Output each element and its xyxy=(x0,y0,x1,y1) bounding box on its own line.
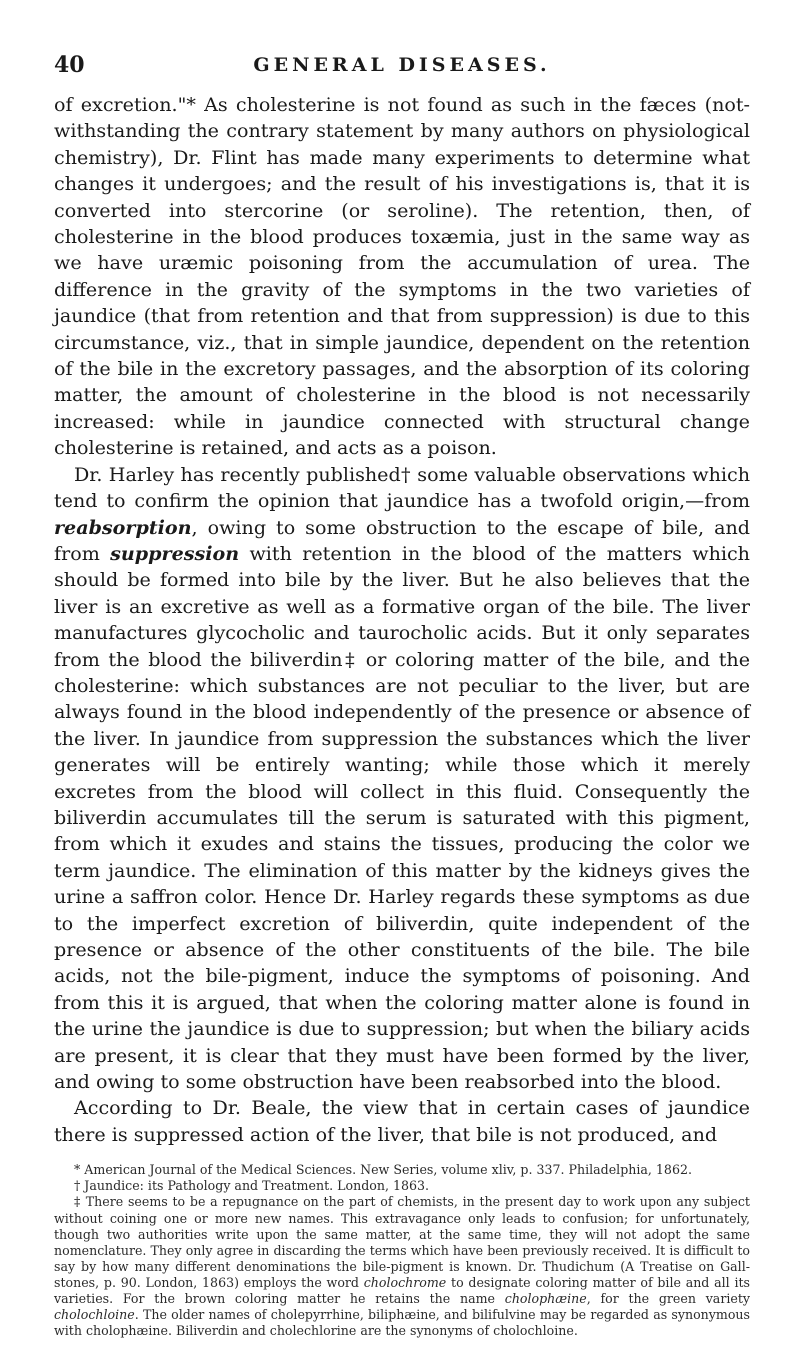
paragraph-2 xyxy=(54,462,750,1096)
paragraph-2-text-c: with retention in the blood of the matters which should be formed into bile by the liver. But he also believes that the liver is an excretive as well as a formative organ of the bile. The liver manufactures glycocholic and taurocholic acids. But it only separates from the blood the biliverdin‡ or coloring matter of the bile, and the cholesterine: which substances are not peculiar to the liver, but are always found in the blood independently of the presence or absence of the liver. In jaundice from suppression the substances which the liver generates will be entirely wanting; while those which it merely excretes from the blood will collect in this fluid. Consequently the biliverdin accumulates till the serum is saturated with this pigment, from which it exudes and stains the tissues, producing the color we term jaundice. The elimination of this matter by the kidneys gives the urine a saffron color. Hence Dr. Harley regards these symptoms as due to the imperfect excretion of biliverdin, quite independent of the presence or absence of the other constituents of the bile. The bile acids, not the bile-pigment, induce the symptoms of poisoning. And from this it is argued, that when the coloring matter alone is found in the urine the jaundice is due to suppression; but when the biliary acids are present, it is clear that they must have been formed by the liver, and owing to some obstruction have been reabsorbed into the blood. xyxy=(54,541,750,1094)
footnote-2: † Jaundice: its Pathology and Treatment. London, 1863. xyxy=(74,1178,430,1194)
footnote-3 xyxy=(54,1194,750,1339)
page-header xyxy=(54,52,750,82)
paragraph-2-text-b: , owing to some obstruction to the escape of bile, and from xyxy=(54,515,750,565)
footnote-3-text-a: ‡ There seems to be a repugnance on the part of chemists, in the present day to work upon any subject without coining one or more new names. This extravagance only leads to confusion; for unfortunately, though two authorities write upon the same matter, at the same time, they will not adopt the same nomenclature. They only agree in discarding the terms which have been previously received. It is difficult to say by how many different denominations the bile-pigment is known. Dr. Thudichum (A Treatise on Gall-stones, p. 90. London, 1863) employs the word xyxy=(54,1194,750,1290)
term-cholophaeine: cholophæine xyxy=(504,1291,587,1306)
term-suppression: suppression xyxy=(110,541,240,565)
running-title: GENERAL DISEASES. xyxy=(253,54,551,76)
footnote-3-text-d: . The older names of cholepyrrhine, biliphæine, and bilifulvine may be regarded as synonymous with cholophæine. Biliverdin and cholechlorine are the synonyms of cholochloine. xyxy=(54,1307,750,1339)
footnotes xyxy=(54,1162,750,1339)
term-cholochloine: cholochloine xyxy=(54,1307,135,1323)
footnote-1: * American Journal of the Medical Sciences. New Series, volume xliv, p. 337. Philadelphia, 1862. xyxy=(74,1162,692,1178)
footnote-3-text-b: to designate coloring matter of bile and all its varieties. For the brown coloring matter he retains the name xyxy=(54,1274,750,1306)
paragraph-3: According to Dr. Beale, the view that in certain cases of jaundice there is suppressed action of the liver, that bile is not produced, and xyxy=(54,1096,750,1146)
term-cholochrome: cholochrome xyxy=(363,1274,447,1290)
paragraph-1: of excretion."* As cholesterine is not found as such in the fæces (not-withstanding the contrary statement by many authors on physiological chemistry), Dr. Flint has made many experiments to determine what changes it undergoes; and the result of his investigations is, that it is converted into stercorine (or seroline). The retention, then, of cholesterine in the blood produces toxæmia, just in the same way as we have uræmic poisoning from the accumulation of urea. The difference in the gravity of the symptoms in the two varieties of jaundice (that from retention and that from suppression) is due to this circumstance, viz., that in simple jaundice, dependent on the retention of the bile in the excretory passages, and the absorption of its coloring matter, the amount of cholesterine in the blood is not necessarily increased: while in jaundice connected with structural change cholesterine is retained, and acts as a poison. xyxy=(54,93,750,460)
page-number: 40 xyxy=(54,52,85,78)
term-reabsorption: reabsorption xyxy=(54,515,192,539)
paragraph-2-text-a: Dr. Harley has recently published† some valuable observations which tend to confirm the opinion that jaundice has a twofold origin,—from xyxy=(54,462,750,513)
footnote-3-text-c: , for the green variety xyxy=(586,1291,750,1306)
body-text xyxy=(54,92,750,1148)
